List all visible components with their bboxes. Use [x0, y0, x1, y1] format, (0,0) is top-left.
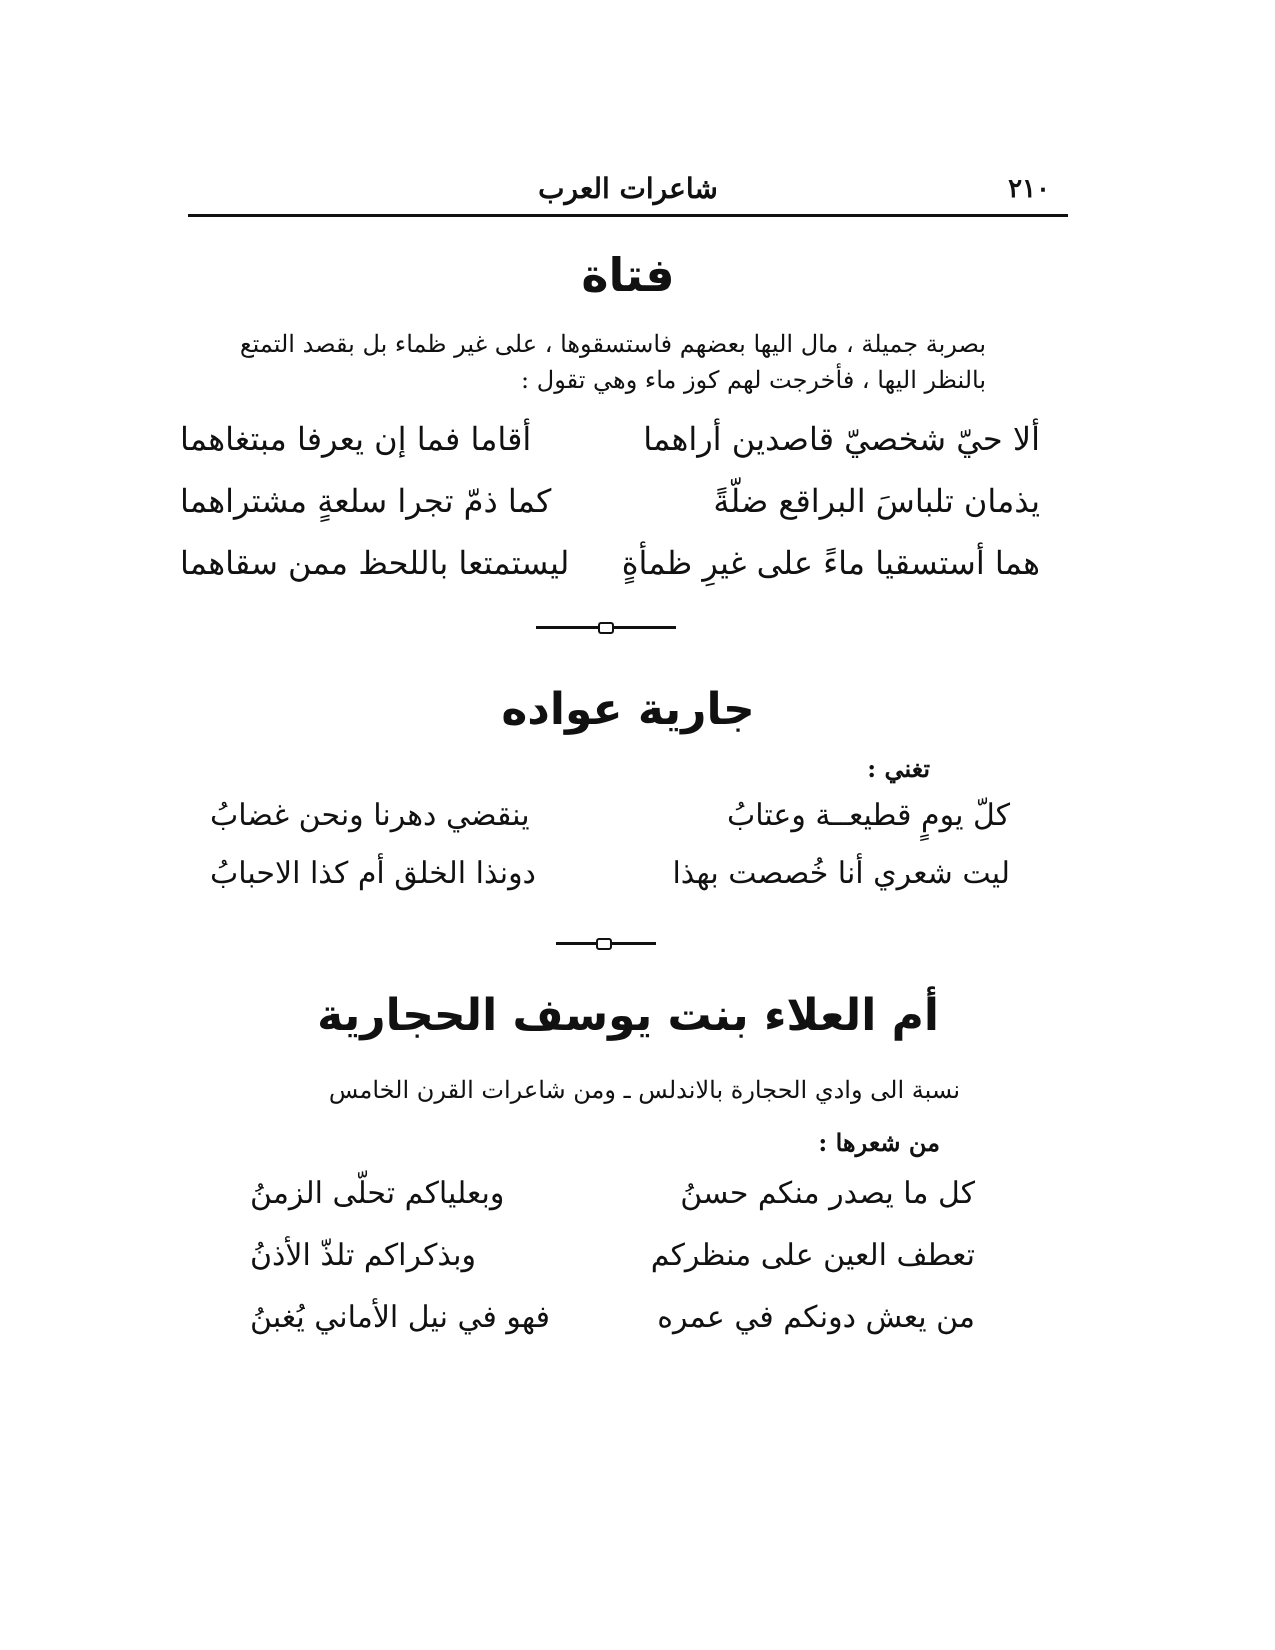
- verse-second-hemistich: أقاما فما إن يعرفا مبتغاهما: [180, 420, 532, 458]
- verse-line: [250, 1300, 975, 1362]
- intro-line: نسبة الى وادي الحجارة بالاندلس ـ ومن شاعرات القرن الخامس: [328, 1076, 960, 1104]
- verse-first-hemistich: من يعش دونكم في عمره: [657, 1300, 975, 1335]
- section-intro-fatat: [196, 326, 986, 398]
- verse-first-hemistich: كلّ يومٍ قطيعــة وعتابُ: [727, 798, 1010, 833]
- verse-first-hemistich: ليت شعري أنا خُصصت بهذا: [672, 856, 1010, 891]
- ornamental-divider: [556, 938, 656, 948]
- verse-first-hemistich: ألا حيّ شخصيّ قاصدين أراهما: [643, 420, 1040, 458]
- section-label-tughanni: تغني :: [867, 754, 930, 783]
- intro-line: بصربة جميلة ، مال اليها بعضهم فاستسقوها ، على غير ظماء بل بقصد التمتع: [239, 330, 986, 358]
- verse-second-hemistich: فهو في نيل الأماني يُغبنُ: [250, 1300, 550, 1335]
- verse-line: [250, 1238, 975, 1300]
- verse-line: [180, 420, 1040, 482]
- verse-line: [250, 1176, 975, 1238]
- verse-first-hemistich: يذمان تلباسَ البراقع ضلّةً: [713, 482, 1040, 520]
- section-title-fatat: فتاة: [581, 248, 675, 302]
- verse-first-hemistich: كل ما يصدر منكم حسنُ: [680, 1176, 975, 1211]
- verse-second-hemistich: كما ذمّ تجرا سلعةٍ مشتراهما: [180, 482, 552, 520]
- verse-second-hemistich: ينقضي دهرنا ونحن غضابُ: [210, 798, 530, 833]
- book-title: شاعرات العرب: [538, 172, 718, 205]
- verses-umm-al-ala: [250, 1176, 975, 1362]
- verse-first-hemistich: هما أستسقيا ماءً على غيرِ ظمأةٍ: [621, 544, 1040, 582]
- page-number: ٢١٠: [1008, 174, 1050, 204]
- verse-line: [210, 798, 1010, 856]
- section-title-umm-al-ala: أم العلاء بنت يوسف الحجارية: [317, 990, 939, 1041]
- verse-second-hemistich: وبذكراكم تلذّ الأذنُ: [250, 1238, 476, 1273]
- verse-line: [180, 482, 1040, 544]
- header-rule: [188, 214, 1068, 217]
- verses-fatat: [180, 420, 1040, 606]
- verse-second-hemistich: ليستمتعا باللحظ ممن سقاهما: [180, 544, 570, 582]
- verse-line: [210, 856, 1010, 914]
- ornamental-divider: [536, 622, 676, 632]
- intro-line: بالنظر اليها ، فأخرجت لهم كوز ماء وهي تقول :: [521, 366, 986, 394]
- running-header: [188, 168, 1068, 212]
- verse-second-hemistich: وبعلياكم تحلّى الزمنُ: [250, 1176, 505, 1211]
- verse-second-hemistich: دونذا الخلق أم كذا الاحبابُ: [210, 856, 536, 891]
- section-intro-umm-al-ala: [270, 1072, 960, 1108]
- section-label-min-shiriha: من شعرها :: [818, 1128, 940, 1157]
- verse-line: [180, 544, 1040, 606]
- verses-jariya: [210, 798, 1010, 914]
- verse-first-hemistich: تعطف العين على منظركم: [650, 1238, 975, 1273]
- section-title-jariya: جارية عواده: [501, 684, 755, 735]
